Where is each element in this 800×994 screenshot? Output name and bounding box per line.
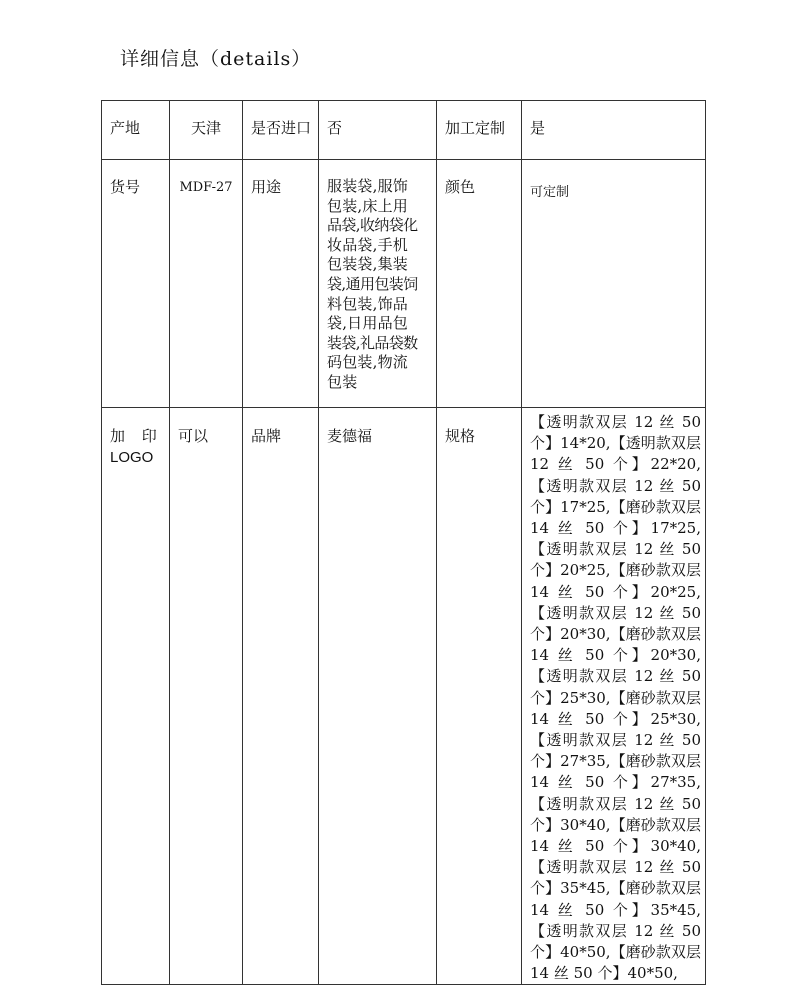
table-cell xyxy=(437,101,522,160)
color-label: 颜色 xyxy=(445,178,476,196)
table-cell xyxy=(319,408,437,985)
table-cell xyxy=(522,408,706,985)
table-cell xyxy=(319,160,437,408)
item-number-label: 货号 xyxy=(110,178,141,196)
table-cell xyxy=(102,408,170,985)
usage-line: 装袋,礼品袋数 xyxy=(327,333,418,352)
table-cell xyxy=(243,160,319,408)
spec-label: 规格 xyxy=(445,427,476,445)
logo-print-label-line1: 加 印 xyxy=(110,427,163,445)
item-number-value: MDF-27 xyxy=(179,180,233,195)
table-cell xyxy=(170,160,243,408)
table-cell xyxy=(437,408,522,985)
table-cell xyxy=(522,101,706,160)
logo-print-label xyxy=(102,408,169,468)
table-cell xyxy=(437,160,522,408)
origin-value: 天津 xyxy=(190,119,221,137)
logo-print-value: 可以 xyxy=(178,427,209,445)
table-cell xyxy=(102,101,170,160)
table-row xyxy=(102,101,706,160)
table-cell xyxy=(102,160,170,408)
imported-value: 否 xyxy=(327,119,343,137)
usage-line: 料包装,饰品 xyxy=(327,294,408,313)
table-cell xyxy=(522,160,706,408)
origin-label: 产地 xyxy=(110,119,141,137)
table-cell xyxy=(170,408,243,985)
usage-line: 包装,床上用 xyxy=(327,196,408,215)
imported-label: 是否进口 xyxy=(251,119,312,137)
page-title: 详细信息（details） xyxy=(120,48,312,70)
usage-line: 袋,日用品包 xyxy=(327,314,408,333)
table-cell xyxy=(243,101,319,160)
table-cell xyxy=(319,101,437,160)
usage-line: 包装 xyxy=(327,372,358,391)
brand-value: 麦德福 xyxy=(327,427,373,445)
brand-label: 品牌 xyxy=(251,427,282,445)
logo-print-label-line2: LOGO xyxy=(110,449,154,466)
usage-line: 袋,通用包装饲 xyxy=(327,274,418,293)
usage-line: 包装袋,集装 xyxy=(327,255,408,274)
spec-value: 【透明款双层 12 丝 50 个】14*20,【透明款双层 12 丝 50 个】22*20,【透明款双层 12 丝 50 个】17*25,【磨砂款双层 14 丝 50 个】17*25,【透明款双层 12 丝 50 个】20*25,【磨砂款双层 14 丝 50 个】20*25,【透明款双层 12 丝 50 个】20*30,【磨砂款双层 14 丝 50 个】20*30,【透明款双层 12 丝 50 个】25*30,【磨砂款双层 14 丝 50 个】25*30,【透明款双层 12 丝 50 个】27*35,【磨砂款双层 14 丝 50 个】27*35,【透明款双层 12 丝 50 个】30*40,【磨砂款双层 14 丝 50 个】30*40,【透明款双层 12 丝 50 个】35*45,【磨砂款双层 14 丝 50 个】35*45,【透明款双层 12 丝 50 个】40*50,【磨砂款双层 14 丝 50 个】40*50, xyxy=(530,413,701,983)
usage-line: 品袋,收纳袋化 xyxy=(327,216,418,235)
usage-label: 用途 xyxy=(251,178,282,196)
usage-line: 妆品袋,手机 xyxy=(327,235,408,254)
table-cell xyxy=(170,101,243,160)
table-row xyxy=(102,408,706,985)
table-row xyxy=(102,160,706,408)
customization-value: 是 xyxy=(530,119,546,137)
table-cell xyxy=(243,408,319,985)
details-table xyxy=(101,100,706,985)
customization-label: 加工定制 xyxy=(445,119,506,137)
usage-value xyxy=(319,160,436,393)
usage-line: 码包装,物流 xyxy=(327,353,408,372)
usage-line: 服装袋,服饰 xyxy=(327,177,408,195)
color-value: 可定制 xyxy=(530,185,570,200)
